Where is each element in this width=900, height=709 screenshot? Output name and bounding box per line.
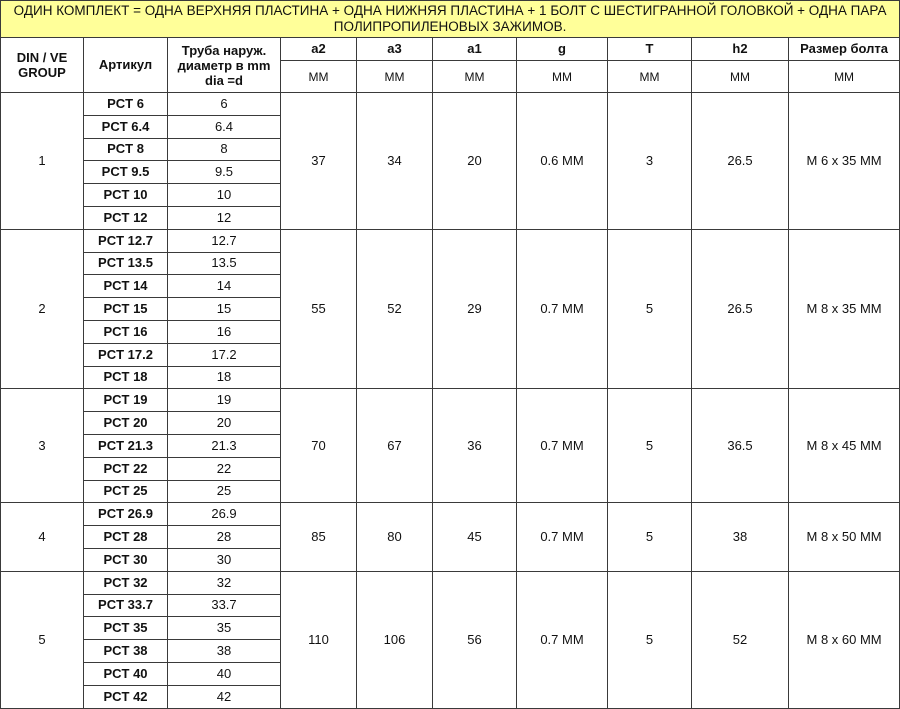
diameter-cell: 38 [168,640,281,663]
article-cell: PCT 13.5 [84,252,168,275]
article-cell: PCT 25 [84,480,168,503]
article-cell: PCT 14 [84,275,168,298]
article-cell: PCT 35 [84,617,168,640]
diameter-cell: 25 [168,480,281,503]
table-row [1,571,900,594]
group-bolt-cell: M 8 x 35 MM [789,229,900,389]
kit-banner: ОДИН КОМПЛЕКТ = ОДНА ВЕРХНЯЯ ПЛАСТИНА + ОДНА НИЖНЯЯ ПЛАСТИНА + 1 БОЛТ С ШЕСТИГРАННОЙ ГОЛОВКОЙ + ОДНА ПАРА ПОЛИПРОПИЛЕНОВЫХ ЗАЖИМОВ. [1,1,900,38]
article-cell: PCT 12.7 [84,229,168,252]
article-cell: PCT 26.9 [84,503,168,526]
article-cell: PCT 15 [84,298,168,321]
diameter-cell: 35 [168,617,281,640]
group-g-cell: 0.6 MM [517,93,608,230]
group-a3-cell: 80 [357,503,433,571]
table-row [1,503,900,526]
diameter-cell: 15 [168,298,281,321]
group-number: 1 [1,93,84,230]
article-cell: PCT 9.5 [84,161,168,184]
header-a3: a3 [357,38,433,61]
group-a1-cell: 29 [433,229,517,389]
group-g-cell: 0.7 MM [517,229,608,389]
diameter-cell: 33.7 [168,594,281,617]
header-g: g [517,38,608,61]
unit-bolt: MM [789,61,900,93]
diameter-cell: 9.5 [168,161,281,184]
article-cell: PCT 38 [84,640,168,663]
header-article: Артикул [84,38,168,93]
unit-a2: MM [281,61,357,93]
unit-g: MM [517,61,608,93]
diameter-cell: 20 [168,412,281,435]
group-a3-cell: 34 [357,93,433,230]
group-t-cell: 5 [608,229,692,389]
article-cell: PCT 8 [84,138,168,161]
diameter-cell: 13.5 [168,252,281,275]
diameter-cell: 17.2 [168,343,281,366]
diameter-cell: 10 [168,184,281,207]
unit-a1: MM [433,61,517,93]
diameter-cell: 12 [168,206,281,229]
group-a3-cell: 67 [357,389,433,503]
table-row [1,389,900,412]
group-bolt-cell: M 8 x 45 MM [789,389,900,503]
header-pipe-diameter: Труба наруж. диаметр в mm dia =d [168,38,281,93]
diameter-cell: 18 [168,366,281,389]
header-h2: h2 [692,38,789,61]
group-number: 2 [1,229,84,389]
group-bolt-cell: M 8 x 50 MM [789,503,900,571]
group-h2-cell: 52 [692,571,789,708]
article-cell: PCT 18 [84,366,168,389]
article-cell: PCT 40 [84,662,168,685]
diameter-cell: 21.3 [168,434,281,457]
group-a3-cell: 52 [357,229,433,389]
group-t-cell: 5 [608,389,692,503]
group-a2-cell: 37 [281,93,357,230]
diameter-cell: 12.7 [168,229,281,252]
group-a1-cell: 36 [433,389,517,503]
diameter-cell: 6 [168,93,281,116]
article-cell: PCT 32 [84,571,168,594]
article-cell: PCT 6 [84,93,168,116]
header-bolt-size: Размер болта [789,38,900,61]
diameter-cell: 32 [168,571,281,594]
diameter-cell: 19 [168,389,281,412]
article-cell: PCT 6.4 [84,115,168,138]
article-cell: PCT 10 [84,184,168,207]
group-g-cell: 0.7 MM [517,503,608,571]
group-a1-cell: 45 [433,503,517,571]
header-t: T [608,38,692,61]
header-a1: a1 [433,38,517,61]
diameter-cell: 6.4 [168,115,281,138]
article-cell: PCT 16 [84,320,168,343]
group-h2-cell: 26.5 [692,229,789,389]
group-a2-cell: 70 [281,389,357,503]
group-t-cell: 3 [608,93,692,230]
article-cell: PCT 21.3 [84,434,168,457]
group-h2-cell: 38 [692,503,789,571]
group-bolt-cell: M 8 x 60 MM [789,571,900,708]
group-h2-cell: 26.5 [692,93,789,230]
group-a2-cell: 85 [281,503,357,571]
group-number: 5 [1,571,84,708]
diameter-cell: 14 [168,275,281,298]
group-g-cell: 0.7 MM [517,389,608,503]
diameter-cell: 8 [168,138,281,161]
article-cell: PCT 30 [84,548,168,571]
group-t-cell: 5 [608,503,692,571]
article-cell: PCT 19 [84,389,168,412]
article-cell: PCT 20 [84,412,168,435]
article-cell: PCT 28 [84,526,168,549]
group-a1-cell: 20 [433,93,517,230]
diameter-cell: 16 [168,320,281,343]
group-number: 3 [1,389,84,503]
unit-t: MM [608,61,692,93]
unit-h2: MM [692,61,789,93]
article-cell: PCT 17.2 [84,343,168,366]
diameter-cell: 26.9 [168,503,281,526]
table-row [1,93,900,116]
article-cell: PCT 42 [84,685,168,708]
group-number: 4 [1,503,84,571]
group-t-cell: 5 [608,571,692,708]
article-cell: PCT 22 [84,457,168,480]
group-g-cell: 0.7 MM [517,571,608,708]
banner-row [1,1,900,38]
article-cell: PCT 33.7 [84,594,168,617]
group-h2-cell: 36.5 [692,389,789,503]
diameter-cell: 30 [168,548,281,571]
diameter-cell: 42 [168,685,281,708]
article-cell: PCT 12 [84,206,168,229]
header-a2: a2 [281,38,357,61]
unit-a3: MM [357,61,433,93]
header-row [1,38,900,61]
table-row [1,229,900,252]
diameter-cell: 28 [168,526,281,549]
group-a2-cell: 55 [281,229,357,389]
diameter-cell: 22 [168,457,281,480]
diameter-cell: 40 [168,662,281,685]
group-a2-cell: 110 [281,571,357,708]
group-a3-cell: 106 [357,571,433,708]
header-group: DIN / VE GROUP [1,38,84,93]
group-a1-cell: 56 [433,571,517,708]
group-bolt-cell: M 6 x 35 MM [789,93,900,230]
